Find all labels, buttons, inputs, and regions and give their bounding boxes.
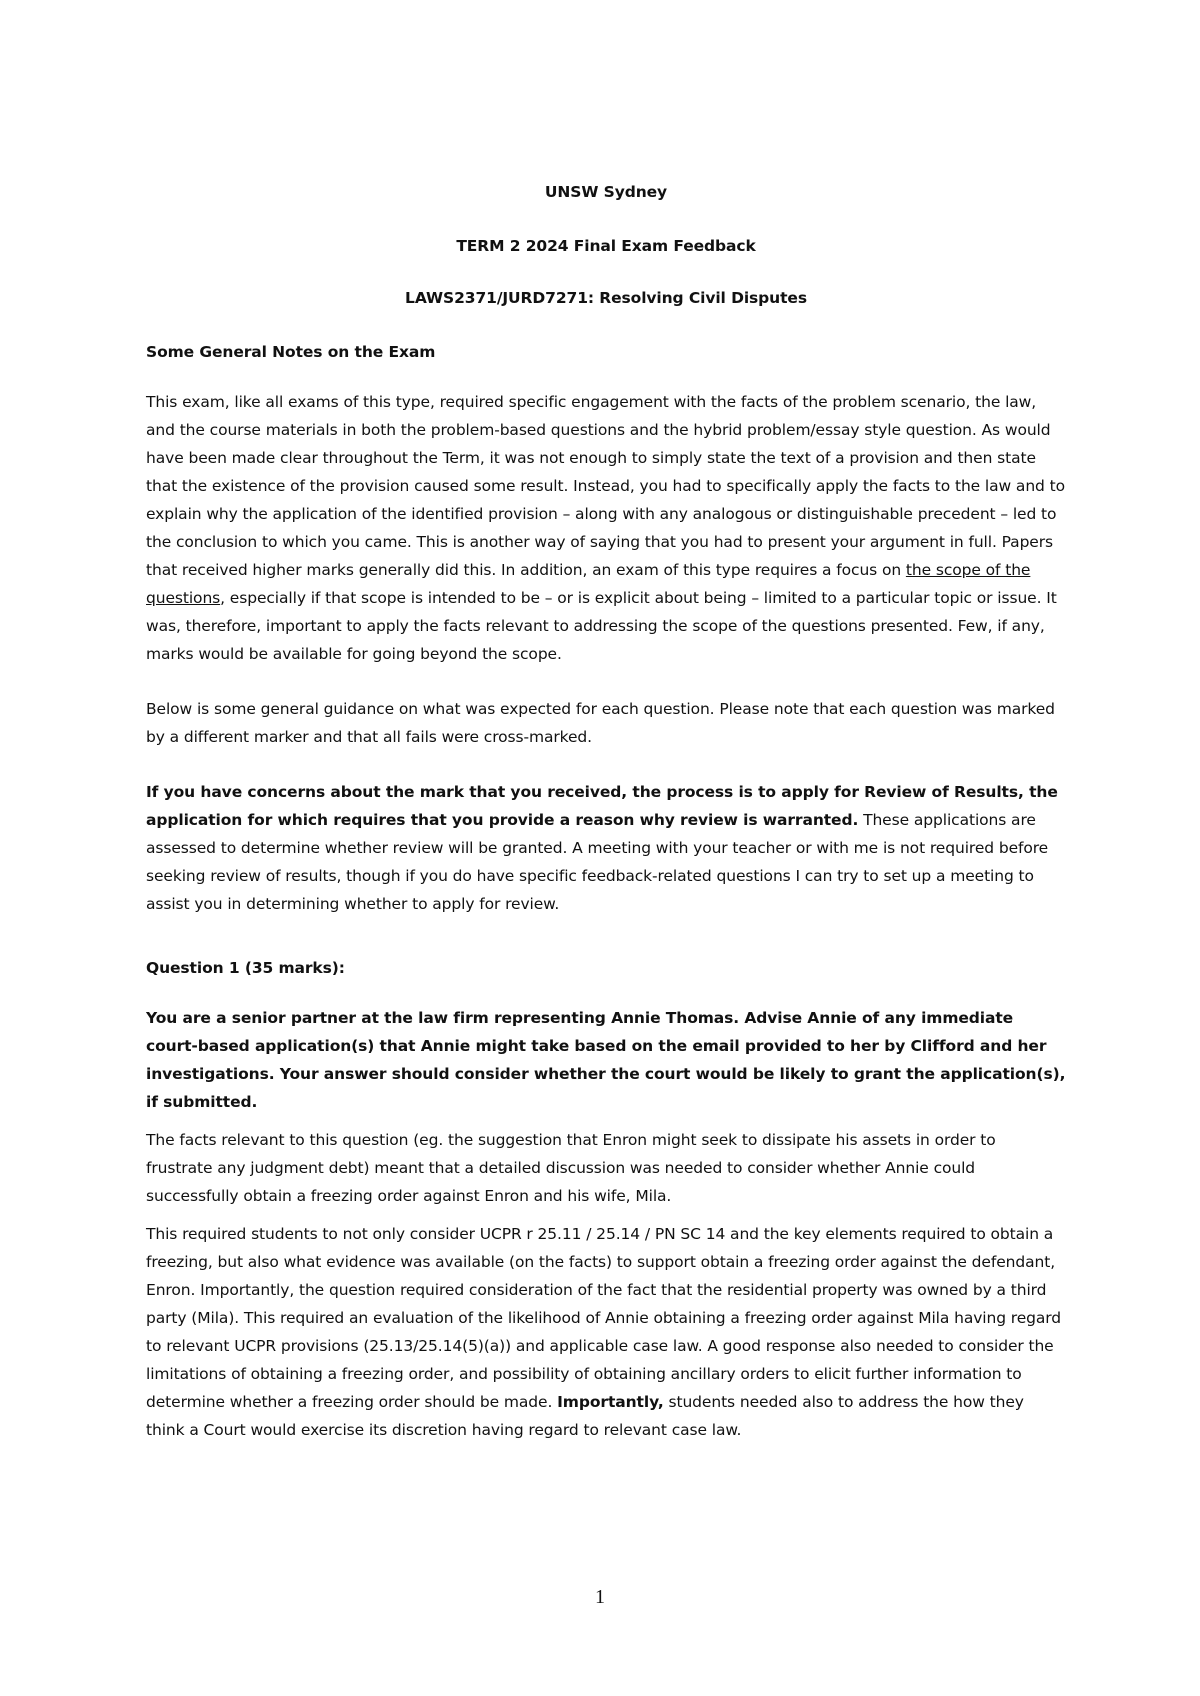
general-notes-heading: Some General Notes on the Exam bbox=[146, 343, 436, 361]
institution-title: UNSW Sydney bbox=[544, 183, 668, 201]
general-paragraph-2: Below is some general guidance on what was expected for each question. Please note that each question was marked by a different marker and that all fails were cross-marked. bbox=[146, 700, 1055, 746]
page-number: 1 bbox=[595, 1586, 605, 1608]
general-paragraph-3: If you have concerns about the mark that you received, the process is to apply for Review of Results, the application for which requires that you provide a reason why review is warranted. These applications are assessed to determine whether review will be granted. A meeting with your teacher or with me is not required before seeking review of results, though if you do have specific feedback-related questions I can try to set up a meeting to assist you in determining whether to apply for review. bbox=[146, 783, 1058, 913]
document-body bbox=[146, 388, 1066, 1444]
question-1-prompt: You are a senior partner at the law firm representing Annie Thomas. Advise Annie of any immediate court-based application(s) that Annie might take based on the email provided to her by Clifford and her investigations. Your answer should consider whether the court would be likely to grant the application(s), if submitted. bbox=[146, 1009, 1066, 1111]
course-title: LAWS2371/JURD7271: Resolving Civil Disputes bbox=[405, 289, 807, 307]
document-title: TERM 2 2024 Final Exam Feedback bbox=[456, 237, 756, 255]
general-paragraph-1: This exam, like all exams of this type, required specific engagement with the facts of the problem scenario, the law, and the course materials in both the problem-based questions and the hybrid problem/essay style question. As would have been made clear throughout the Term, it was not enough to simply state the text of a provision and then state that the existence of the provision caused some result. Instead, you had to specifically apply the facts to the law and to explain why the application of the identified provision – along with any analogous or distinguishable precedent – led to the conclusion to which you came. This is another way of saying that you had to present your argument in full. Papers that received higher marks generally did this. In addition, an exam of this type requires a focus on the scope of the questions, especially if that scope is intended to be – or is explicit about being – limited to a particular topic or issue. It was, therefore, important to apply the facts relevant to addressing the scope of the questions presented. Few, if any, marks would be available for going beyond the scope. bbox=[146, 393, 1065, 663]
question-1-heading: Question 1 (35 marks): bbox=[146, 959, 345, 977]
question-1-paragraph-2: This required students to not only consider UCPR r 25.11 / 25.14 / PN SC 14 and the key elements required to obtain a freezing, but also what evidence was available (on the facts) to support obtain a freezing order against the defendant, Enron. Importantly, the question required consideration of the fact that the residential property was owned by a third party (Mila). This required an evaluation of the likelihood of Annie obtaining a freezing order against Mila having regard to relevant UCPR provisions (25.13/25.14(5)(a)) and applicable case law. A good response also needed to consider the limitations of obtaining a freezing order, and possibility of obtaining ancillary orders to elicit further information to determine whether a freezing order should be made. Importantly, students needed also to address the how they think a Court would exercise its discretion having regard to relevant case law. bbox=[146, 1225, 1062, 1439]
review-notice: If you have concerns about the mark that you received, the process is to apply for Review of Results, the application for which requires that you provide a reason why review is warranted. bbox=[146, 783, 1058, 829]
question-1-paragraph-1: The facts relevant to this question (eg. the suggestion that Enron might seek to dissipate his assets in order to frustrate any judgment debt) meant that a detailed discussion was needed to consider whether Annie could successfully obtain a freezing order against Enron and his wife, Mila. bbox=[146, 1131, 996, 1205]
scope-underline: the scope of the questions bbox=[146, 561, 1031, 607]
